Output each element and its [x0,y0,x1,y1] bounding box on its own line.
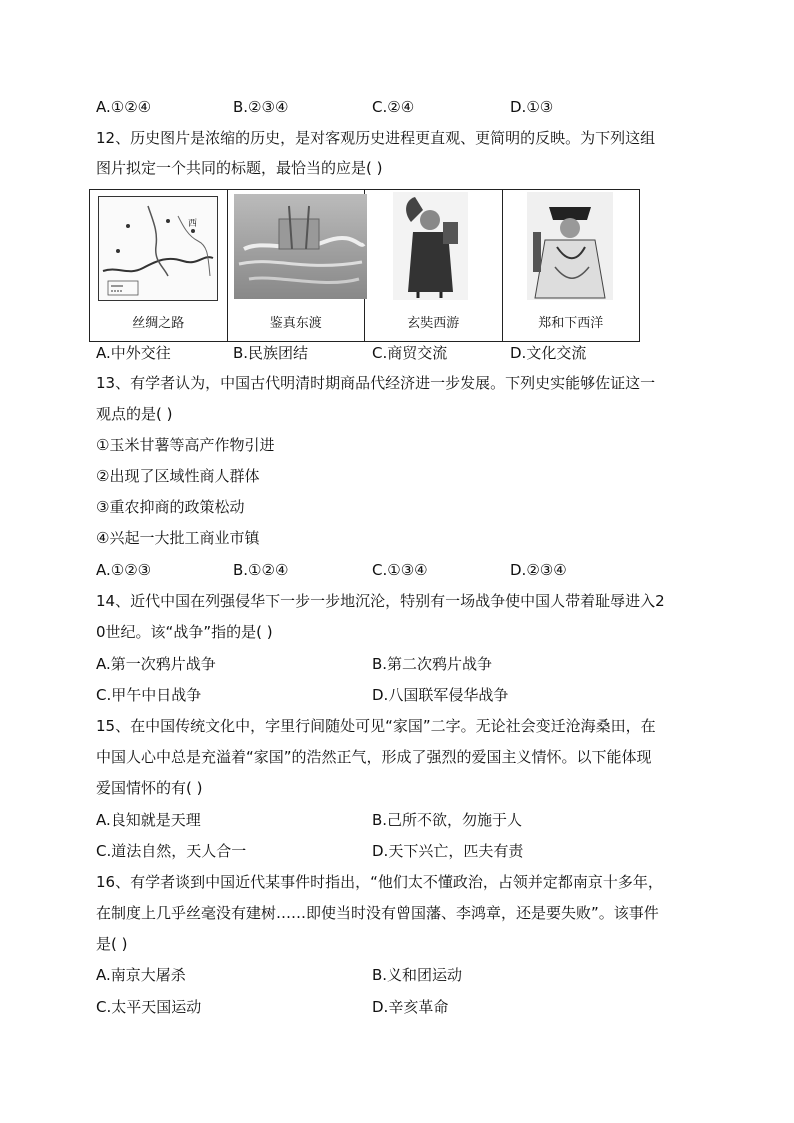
map-label-west: 西 [188,219,198,229]
q11-option-c: C.②④ [372,98,415,116]
caption-jianzhen: 鉴真东渡 [269,316,322,331]
q16-stem-line1: 16、有学者谈到中国近代某事件时指出，“他们太不懂政治，占领并定都南京十多年， [96,873,663,891]
q13-item-2: ②出现了区域性商人群体 [96,467,260,485]
q13-item-4: ④兴起一大批工商业市镇 [96,529,260,547]
q12-option-b: B.民族团结 [233,344,309,362]
picture-xuanzang [365,190,503,341]
q15-stem-line1: 15、在中国传统文化中，字里行间随处可见“家国”二字。无论社会变迁沧海桑田，在 [96,717,656,735]
q12-stem-line2: 图片拟定一个共同的标题，最恰当的应是( ) [96,159,383,177]
q13-option-a: A.①②③ [96,561,152,579]
q13-option-c: C.①③④ [372,561,428,579]
caption-zhenghe: 郑和下西洋 [538,316,604,331]
q12-stem-line1: 12、历史图片是浓缩的历史，是对客观历史进程更直观、更简明的反映。为下列这组 [96,129,656,147]
q14-option-a: A.第一次鸦片战争 [96,655,216,673]
q15-option-a: A.良知就是天理 [96,811,201,829]
q12-picture-table [89,189,640,342]
q13-option-b: B.①②④ [233,561,289,579]
q13-item-1: ①玉米甘薯等高产作物引进 [96,436,275,454]
q13-option-d: D.②③④ [510,561,567,579]
q13-item-3: ③重农抑商的政策松动 [96,498,245,516]
jianzhen-ship-image [234,194,367,299]
caption-xuanzang: 玄奘西游 [407,316,460,331]
q14-option-d: D.八国联军侵华战争 [372,686,509,704]
q12-option-c: C.商贸交流 [372,344,448,362]
silk-road-map-image [98,196,218,301]
q11-option-a: A.①②④ [96,98,152,116]
q14-stem-line2: 0世纪。该“战争”指的是( ) [96,623,273,641]
zhenghe-portrait-image [527,192,613,300]
q16-stem-line3: 是( ) [96,935,128,953]
q16-option-b: B.义和团运动 [372,966,463,984]
picture-jianzhen [228,190,366,341]
xuanzang-portrait-image [393,192,468,300]
q12-option-d: D.文化交流 [510,344,587,362]
q12-option-a: A.中外交往 [96,344,171,362]
q15-option-b: B.己所不欲，勿施于人 [372,811,523,829]
q14-option-c: C.甲午中日战争 [96,686,202,704]
q13-stem-line1: 13、有学者认为，中国古代明清时期商品代经济进一步发展。下列史实能够佐证这一 [96,374,656,392]
q15-stem-line3: 爱国情怀的有( ) [96,779,203,797]
q11-option-d: D.①③ [510,98,554,116]
q13-stem-line2: 观点的是( ) [96,405,173,423]
q15-option-c: C.道法自然，天人合一 [96,842,247,860]
picture-zhenghe [503,190,640,341]
picture-silk-road [90,190,228,341]
q16-stem-line2: 在制度上几乎丝毫没有建树……即使当时没有曾国藩、李鸿章，还是要失败”。该事件 [96,904,659,922]
q14-stem-line1: 14、近代中国在列强侵华下一步一步地沉沦，特别有一场战争使中国人带着耻辱进入2 [96,592,665,610]
q16-option-a: A.南京大屠杀 [96,966,186,984]
caption-silk-road: 丝绸之路 [132,316,185,331]
q16-option-c: C.太平天国运动 [96,998,202,1016]
q16-option-d: D.辛亥革命 [372,998,449,1016]
q14-option-b: B.第二次鸦片战争 [372,655,493,673]
q15-stem-line2: 中国人心中总是充溢着“家国”的浩然正气，形成了强烈的爱国主义情怀。以下能体现 [96,748,652,766]
q11-option-b: B.②③④ [233,98,289,116]
q15-option-d: D.天下兴亡，匹夫有责 [372,842,524,860]
